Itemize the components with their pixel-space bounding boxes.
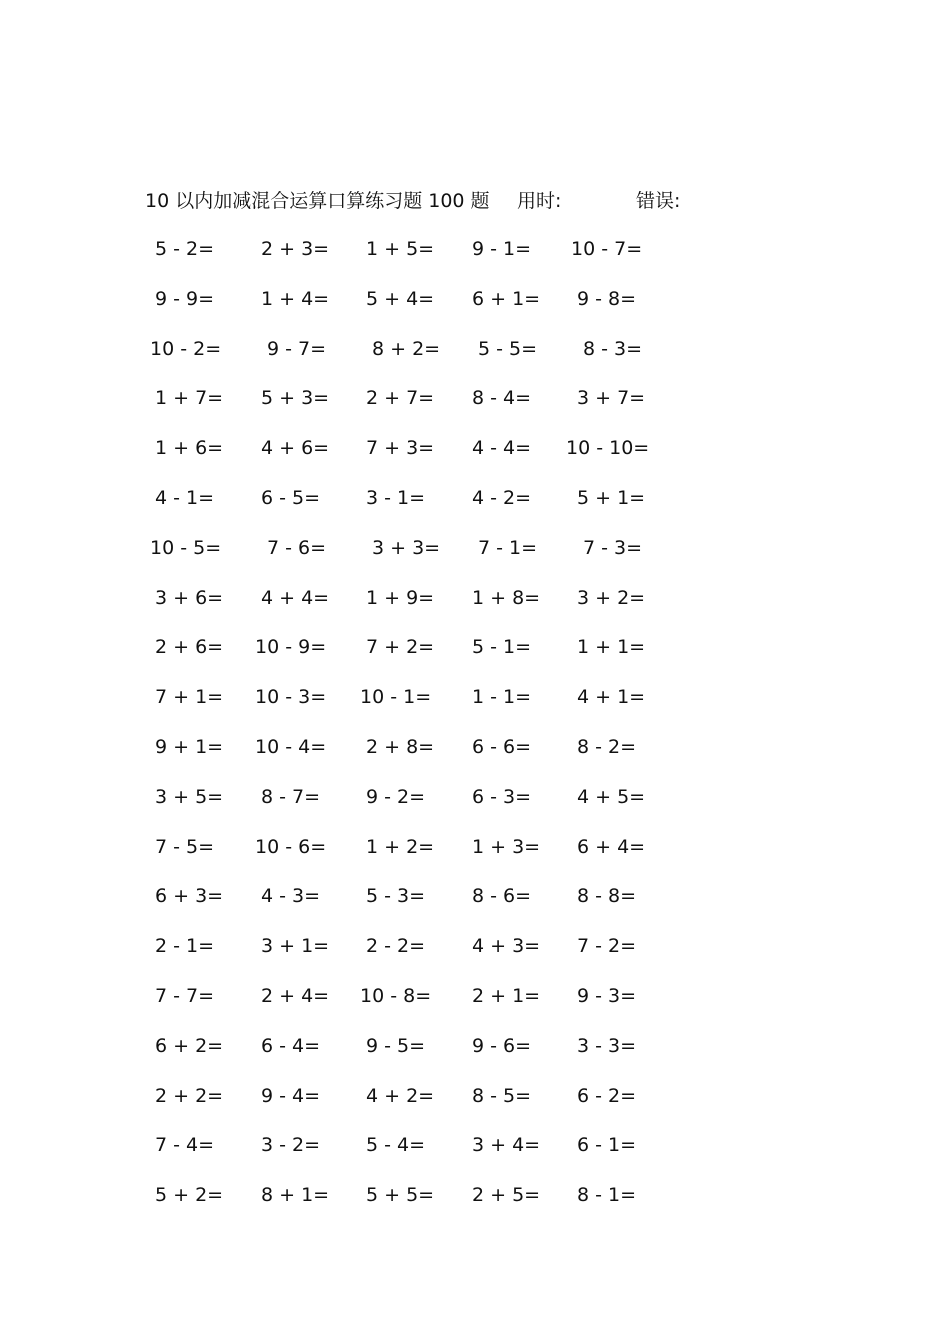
- arithmetic-problem: 2 + 3=: [261, 238, 330, 260]
- arithmetic-problem: 4 - 2=: [472, 487, 532, 509]
- arithmetic-problem: 8 - 7=: [261, 785, 321, 808]
- arithmetic-problem: 1 - 1=: [472, 686, 532, 709]
- arithmetic-problem: 6 - 4=: [261, 1034, 321, 1057]
- arithmetic-problem: 7 - 5=: [155, 835, 215, 858]
- arithmetic-problem: 4 + 5=: [577, 785, 646, 808]
- arithmetic-problem: 5 + 4=: [366, 287, 435, 310]
- arithmetic-problem: 8 + 2=: [372, 337, 441, 360]
- arithmetic-problem: 2 + 4=: [261, 985, 330, 1007]
- arithmetic-problem: 7 - 4=: [155, 1134, 215, 1157]
- arithmetic-problem: 9 + 1=: [155, 736, 224, 758]
- arithmetic-problem: 2 - 1=: [155, 935, 215, 958]
- arithmetic-problem: 3 + 4=: [472, 1134, 541, 1157]
- arithmetic-problem: 10 - 9=: [255, 636, 327, 659]
- arithmetic-problem: 9 - 6=: [472, 1034, 532, 1057]
- arithmetic-problem: 2 - 2=: [366, 935, 426, 958]
- arithmetic-problem: 10 - 8=: [360, 985, 432, 1007]
- arithmetic-problem: 4 + 4=: [261, 586, 330, 609]
- arithmetic-problem: 6 + 4=: [577, 835, 646, 858]
- arithmetic-problem: 8 - 2=: [577, 736, 637, 758]
- arithmetic-problem: 10 - 3=: [255, 686, 327, 709]
- arithmetic-problem: 4 - 1=: [155, 487, 215, 509]
- arithmetic-problem: 2 + 5=: [472, 1184, 541, 1207]
- arithmetic-problem: 10 - 7=: [571, 238, 643, 260]
- arithmetic-problem: 4 - 3=: [261, 885, 321, 908]
- arithmetic-problem: 4 + 2=: [366, 1084, 435, 1107]
- arithmetic-problem: 4 + 3=: [472, 935, 541, 958]
- arithmetic-problem: 8 + 1=: [261, 1184, 330, 1207]
- arithmetic-problem: 8 - 6=: [472, 885, 532, 908]
- arithmetic-problem: 9 - 9=: [155, 287, 215, 310]
- arithmetic-problem: 1 + 7=: [155, 387, 224, 410]
- arithmetic-problem: 2 + 2=: [155, 1084, 224, 1107]
- arithmetic-problem: 2 + 8=: [366, 736, 435, 758]
- arithmetic-problem: 1 + 3=: [472, 835, 541, 858]
- arithmetic-problem: 5 + 3=: [261, 387, 330, 410]
- arithmetic-problem: 6 + 1=: [472, 287, 541, 310]
- arithmetic-problem: 6 - 3=: [472, 785, 532, 808]
- arithmetic-problem: 8 - 5=: [472, 1084, 532, 1107]
- arithmetic-problem: 9 - 1=: [472, 238, 532, 260]
- arithmetic-problem: 3 - 2=: [261, 1134, 321, 1157]
- arithmetic-problem: 3 + 1=: [261, 935, 330, 958]
- arithmetic-problem: 9 - 7=: [267, 337, 327, 360]
- arithmetic-problem: 3 - 1=: [366, 487, 426, 509]
- arithmetic-problem: 3 + 3=: [372, 536, 441, 559]
- arithmetic-problem: 6 - 6=: [472, 736, 532, 758]
- worksheet-title: 10 以内加减混合运算口算练习题 100 题: [145, 190, 490, 212]
- arithmetic-problem: 4 - 4=: [472, 437, 532, 460]
- arithmetic-problem: 6 - 2=: [577, 1084, 637, 1107]
- arithmetic-problem: 4 + 6=: [261, 437, 330, 460]
- arithmetic-problem: 7 - 2=: [577, 935, 637, 958]
- arithmetic-problem: 2 + 7=: [366, 387, 435, 410]
- arithmetic-problem: 10 - 5=: [150, 536, 222, 559]
- arithmetic-problem: 6 + 2=: [155, 1034, 224, 1057]
- time-used-label: 用时:: [517, 190, 562, 212]
- arithmetic-problem: 8 - 1=: [577, 1184, 637, 1207]
- arithmetic-problem: 1 + 6=: [155, 437, 224, 460]
- arithmetic-problem: 3 + 2=: [577, 586, 646, 609]
- arithmetic-problem: 10 - 6=: [255, 835, 327, 858]
- arithmetic-problem: 10 - 1=: [360, 686, 432, 709]
- arithmetic-problem: 1 + 1=: [577, 636, 646, 659]
- arithmetic-problem: 10 - 2=: [150, 337, 222, 360]
- arithmetic-problem: 2 + 6=: [155, 636, 224, 659]
- arithmetic-problem: 7 + 1=: [155, 686, 224, 709]
- arithmetic-problem: 3 + 5=: [155, 785, 224, 808]
- arithmetic-problem: 5 + 1=: [577, 487, 646, 509]
- arithmetic-problem: 1 + 4=: [261, 287, 330, 310]
- arithmetic-problem: 5 - 2=: [155, 238, 215, 260]
- arithmetic-problem: 7 - 7=: [155, 985, 215, 1007]
- arithmetic-problem: 6 - 1=: [577, 1134, 637, 1157]
- arithmetic-problem: 5 - 5=: [478, 337, 538, 360]
- arithmetic-problem: 3 - 3=: [577, 1034, 637, 1057]
- arithmetic-problem: 7 - 3=: [583, 536, 643, 559]
- arithmetic-problem: 8 - 3=: [583, 337, 643, 360]
- arithmetic-problem: 9 - 3=: [577, 985, 637, 1007]
- arithmetic-problem: 1 + 8=: [472, 586, 541, 609]
- arithmetic-problem: 3 + 7=: [577, 387, 646, 410]
- arithmetic-problem: 1 + 9=: [366, 586, 435, 609]
- arithmetic-problem: 8 - 8=: [577, 885, 637, 908]
- arithmetic-problem: 10 - 10=: [566, 437, 650, 460]
- arithmetic-problem: 6 + 3=: [155, 885, 224, 908]
- arithmetic-problem: 5 + 2=: [155, 1184, 224, 1207]
- arithmetic-problem: 1 + 5=: [366, 238, 435, 260]
- arithmetic-problem: 2 + 1=: [472, 985, 541, 1007]
- arithmetic-problem: 8 - 4=: [472, 387, 532, 410]
- arithmetic-problem: 6 - 5=: [261, 487, 321, 509]
- arithmetic-problem: 9 - 5=: [366, 1034, 426, 1057]
- arithmetic-problem: 7 - 6=: [267, 536, 327, 559]
- arithmetic-problem: 9 - 8=: [577, 287, 637, 310]
- arithmetic-problem: 5 - 1=: [472, 636, 532, 659]
- arithmetic-problem: 1 + 2=: [366, 835, 435, 858]
- arithmetic-problem: 7 + 3=: [366, 437, 435, 460]
- arithmetic-problem: 5 - 4=: [366, 1134, 426, 1157]
- arithmetic-problem: 3 + 6=: [155, 586, 224, 609]
- arithmetic-problem: 5 + 5=: [366, 1184, 435, 1207]
- arithmetic-problem: 9 - 2=: [366, 785, 426, 808]
- arithmetic-problem: 7 - 1=: [478, 536, 538, 559]
- errors-label: 错误:: [636, 190, 681, 212]
- arithmetic-problem: 10 - 4=: [255, 736, 327, 758]
- arithmetic-problem: 9 - 4=: [261, 1084, 321, 1107]
- arithmetic-problem: 4 + 1=: [577, 686, 646, 709]
- arithmetic-problem: 5 - 3=: [366, 885, 426, 908]
- arithmetic-problem: 7 + 2=: [366, 636, 435, 659]
